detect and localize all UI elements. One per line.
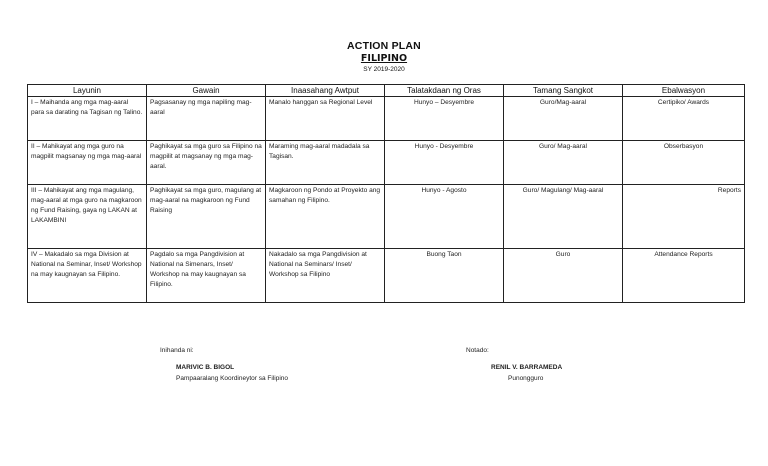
noted-by-role: Punongguro bbox=[508, 375, 544, 382]
header-layunin: Layunin bbox=[28, 85, 147, 97]
noted-by-name: RENIL V. BARRAMEDA bbox=[491, 364, 563, 371]
school-year: SY 2019-2020 bbox=[363, 66, 405, 73]
table-row bbox=[28, 185, 745, 249]
action-plan-table bbox=[27, 84, 745, 303]
table-row bbox=[28, 249, 745, 303]
header-gawain: Gawain bbox=[147, 85, 266, 97]
cell-ebalwasyon: Attendance Reports bbox=[623, 249, 745, 303]
document-title: ACTION PLAN bbox=[347, 40, 421, 52]
prepared-by-role: Pampaaralang Koordineytor sa Filipino bbox=[176, 375, 289, 382]
cell-ebalwasyon: Reports bbox=[623, 185, 745, 249]
header-inaasahang-awtput: Inaasahang Awtput bbox=[266, 85, 385, 97]
prepared-by-name: MARIVIC B. BIGOL bbox=[176, 364, 235, 371]
cell-awtput: Manalo hanggan sa Regional Level bbox=[266, 97, 385, 141]
prepared-by-label: Inihanda ni: bbox=[160, 347, 194, 354]
table-row bbox=[28, 141, 745, 185]
cell-sangkot: Guro/ Magulang/ Mag-aaral bbox=[504, 185, 623, 249]
table-header-row bbox=[28, 85, 745, 97]
cell-ebalwasyon: Certipiko/ Awards bbox=[623, 97, 745, 141]
cell-oras: Hunyo – Desyembre bbox=[385, 97, 504, 141]
cell-layunin: IV – Makadalo sa mga Division at National na Seminar, Inset/ Workshop na may kaugnayan sa Filipino. bbox=[28, 249, 147, 303]
header-tamang-sangkot: Tamang Sangkot bbox=[504, 85, 623, 97]
noted-by-label: Notado: bbox=[466, 347, 489, 354]
document-subject: FILIPINO bbox=[360, 53, 408, 64]
cell-ebalwasyon: Obserbasyon bbox=[623, 141, 745, 185]
header-ebalwasyon: Ebalwasyon bbox=[623, 85, 745, 97]
cell-gawain: Pagsasanay ng mga napiling mag-aaral bbox=[147, 97, 266, 141]
cell-awtput: Maraming mag-aaral madadala sa Tagisan. bbox=[266, 141, 385, 185]
table-row bbox=[28, 97, 745, 141]
cell-oras: Buong Taon bbox=[385, 249, 504, 303]
cell-layunin: II – Mahikayat ang mga guro na magpilit magsanay ng mga mag-aaral bbox=[28, 141, 147, 185]
cell-layunin: III – Mahikayat ang mga magulang, mag-aaral at mga guro na magkaroon ng Fund Raising, gaya ng LAKAN at LAKAMBINI bbox=[28, 185, 147, 249]
cell-oras: Hunyo - Agosto bbox=[385, 185, 504, 249]
cell-gawain: Paghikayat sa mga guro, magulang at mag-aaral na magkaroon ng Fund Raising bbox=[147, 185, 266, 249]
cell-sangkot: Guro bbox=[504, 249, 623, 303]
cell-awtput: Magkaroon ng Pondo at Proyekto ang samahan ng Filipino. bbox=[266, 185, 385, 249]
cell-oras: Hunyo - Desyembre bbox=[385, 141, 504, 185]
cell-gawain: Paghikayat sa mga guro sa Filipino na magpilit at magsanay ng mga mag-aaral. bbox=[147, 141, 266, 185]
cell-awtput: Nakadalo sa mga Pangdivision at National na Seminars/ Inset/ Workshop sa Filipino bbox=[266, 249, 385, 303]
cell-sangkot: Guro/ Mag-aaral bbox=[504, 141, 623, 185]
cell-layunin: I – Maihanda ang mga mag-aaral para sa darating na Tagisan ng Talino. bbox=[28, 97, 147, 141]
cell-gawain: Pagdalo sa mga Pangdivision at National na Simenars, Inset/ Workshop na may kaugnayan sa Filipino. bbox=[147, 249, 266, 303]
header-talatakdaan-ng-oras: Talatakdaan ng Oras bbox=[385, 85, 504, 97]
cell-sangkot: Guro/Mag-aaral bbox=[504, 97, 623, 141]
